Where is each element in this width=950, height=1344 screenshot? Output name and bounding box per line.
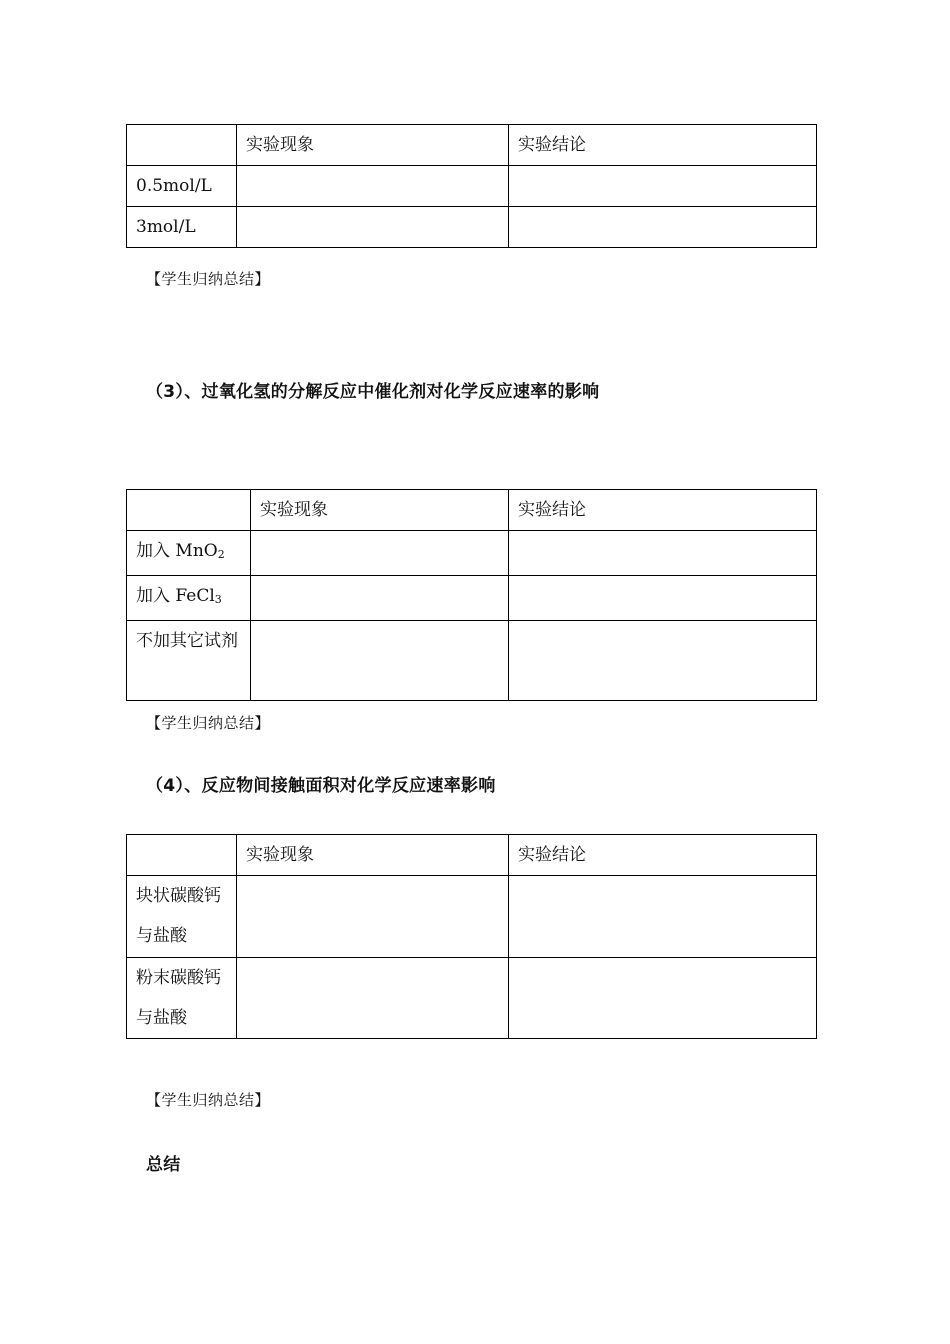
- table-row: [127, 166, 817, 207]
- table-header-conclusion: 实验结论: [509, 125, 817, 166]
- student-summary-label: 【学生归纳总结】: [146, 270, 271, 288]
- row-label-subscript: 3: [214, 593, 222, 606]
- row-label: 块状碳酸钙与盐酸: [127, 876, 237, 958]
- table-header-phenomenon: 实验现象: [237, 125, 509, 166]
- table-row: [127, 531, 817, 576]
- conclusion-cell[interactable]: [509, 958, 817, 1039]
- table-header-phenomenon: 实验现象: [251, 490, 509, 531]
- student-summary-label: 【学生归纳总结】: [146, 714, 271, 732]
- table-header-phenomenon: 实验现象: [237, 835, 509, 876]
- table-row: [127, 958, 817, 1039]
- phenomenon-cell[interactable]: [251, 576, 509, 621]
- conclusion-cell[interactable]: [509, 531, 817, 576]
- row-label-subscript: 2: [217, 548, 225, 561]
- experiment-table-catalyst: [126, 489, 817, 701]
- student-summary-label: 【学生归纳总结】: [146, 1091, 271, 1109]
- row-label-formula: FeCl: [175, 586, 215, 606]
- conclusion-cell[interactable]: [509, 621, 817, 701]
- table-header-conclusion: 实验结论: [509, 835, 817, 876]
- table-header-empty: [127, 835, 237, 876]
- row-label-formula: MnO: [175, 541, 218, 561]
- row-label: 0.5mol/L: [127, 166, 237, 207]
- conclusion-cell[interactable]: [509, 207, 817, 248]
- table-row: [127, 621, 817, 701]
- phenomenon-cell[interactable]: [237, 207, 509, 248]
- phenomenon-cell[interactable]: [237, 876, 509, 958]
- phenomenon-cell[interactable]: [251, 531, 509, 576]
- row-label: 粉末碳酸钙与盐酸: [127, 958, 237, 1039]
- experiment-table-surface-area: [126, 834, 817, 1039]
- conclusion-cell[interactable]: [509, 576, 817, 621]
- row-label-prefix: 加入: [136, 586, 170, 606]
- table-header-empty: [127, 490, 251, 531]
- table-row: [127, 207, 817, 248]
- table-header-conclusion: 实验结论: [509, 490, 817, 531]
- table-header-empty: [127, 125, 237, 166]
- row-label: [127, 531, 251, 576]
- section-3-title: （3）、过氧化氢的分解反应中催化剂对化学反应速率的影响: [146, 382, 600, 402]
- section-4-title: （4）、反应物间接触面积对化学反应速率影响: [146, 776, 496, 796]
- phenomenon-cell[interactable]: [237, 958, 509, 1039]
- experiment-table-concentration: [126, 124, 817, 248]
- table-row: [127, 876, 817, 958]
- phenomenon-cell[interactable]: [251, 621, 509, 701]
- phenomenon-cell[interactable]: [237, 166, 509, 207]
- table-row: [127, 576, 817, 621]
- row-label-prefix: 加入: [136, 541, 170, 561]
- row-label: 3mol/L: [127, 207, 237, 248]
- row-label: 不加其它试剂: [127, 621, 251, 701]
- row-label: [127, 576, 251, 621]
- summary-title: 总结: [146, 1155, 181, 1175]
- conclusion-cell[interactable]: [509, 876, 817, 958]
- conclusion-cell[interactable]: [509, 166, 817, 207]
